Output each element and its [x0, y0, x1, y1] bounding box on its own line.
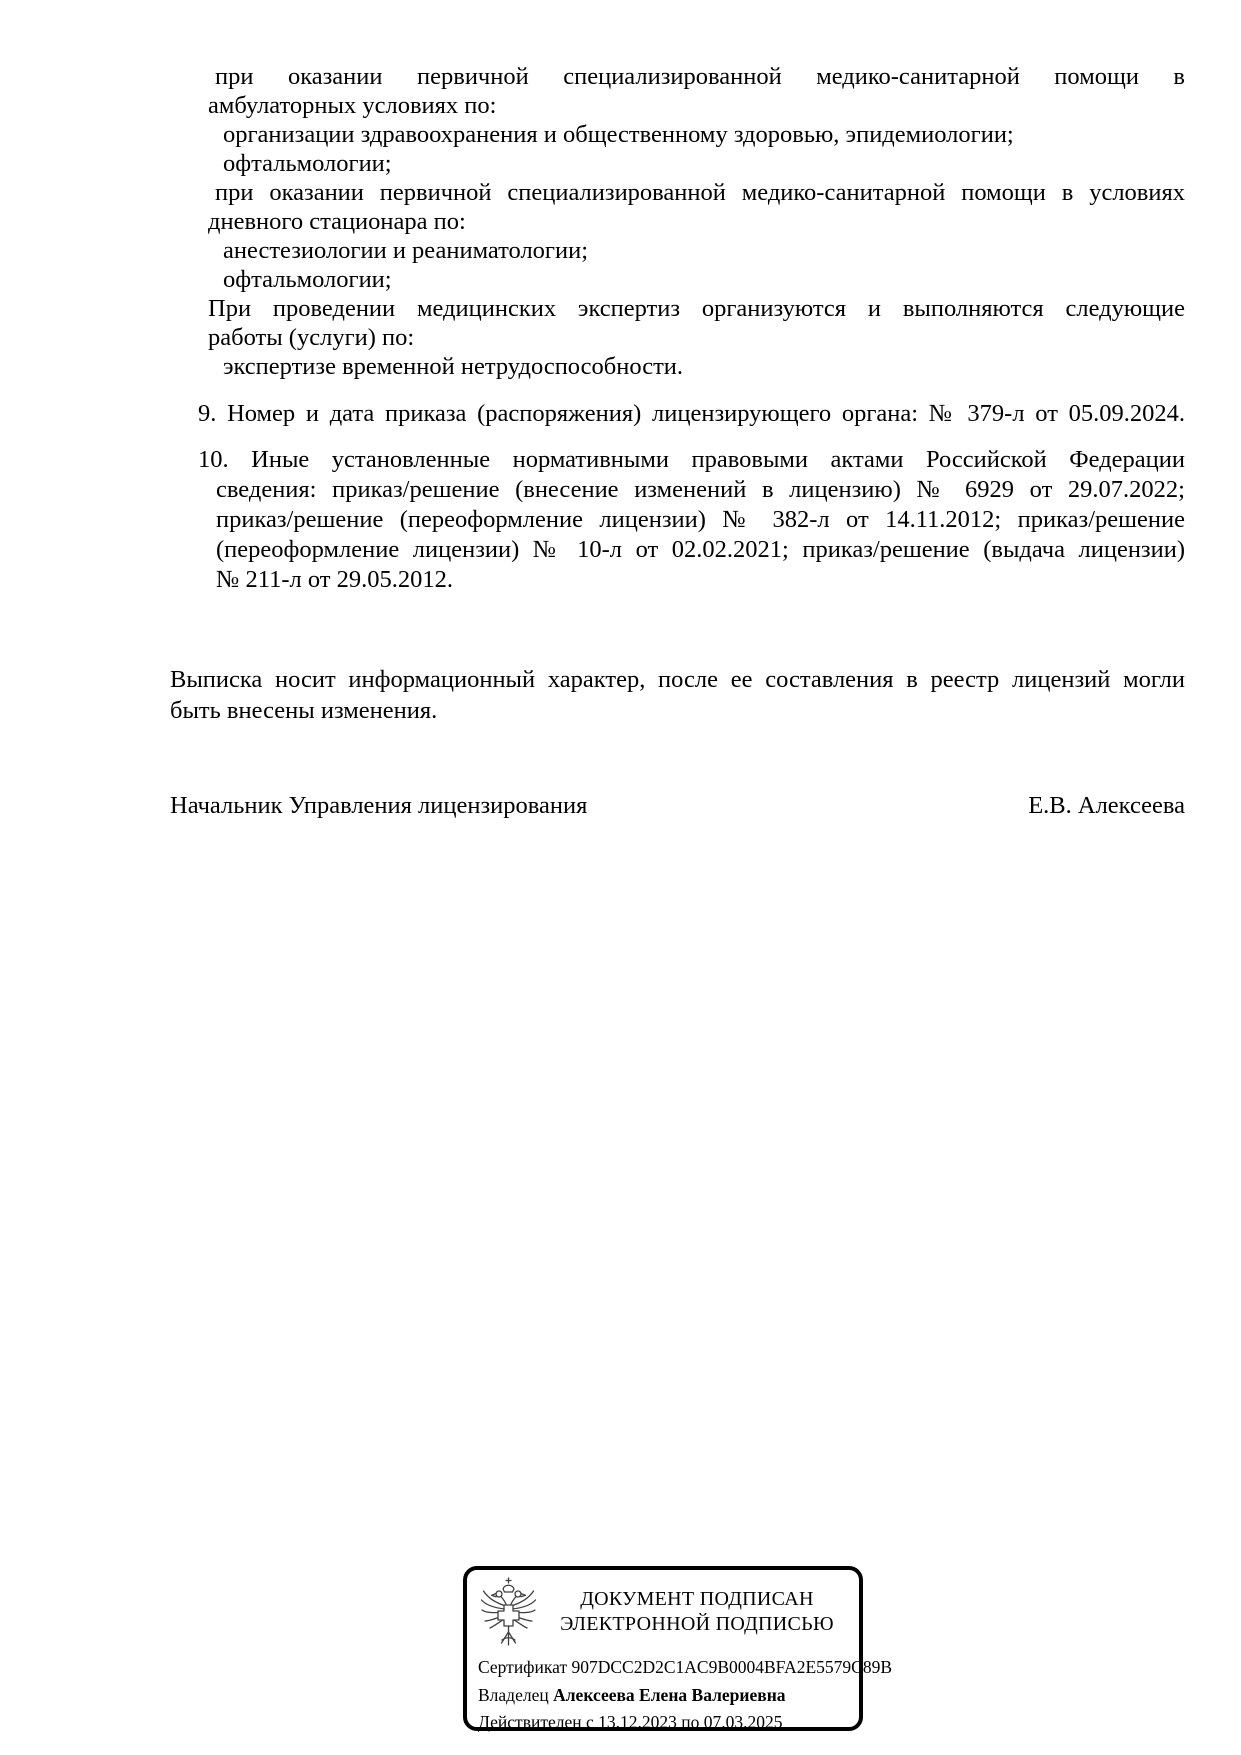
- clause-9: [170, 399, 1185, 429]
- owner-label: Владелец: [478, 1684, 549, 1705]
- clause-10-line: (переоформление лицензии) № 10-л от 02.02.2021; приказ/решение (выдача лицензии): [216, 536, 1185, 563]
- certificate-label: Сертификат: [478, 1657, 568, 1677]
- text-line: работы (услуги) по:: [208, 324, 415, 351]
- stamp-title-line1: ДОКУМЕНТ ПОДПИСАН: [580, 1588, 814, 1610]
- electronic-signature-stamp: [463, 1566, 893, 1732]
- note-line: Выписка носит информационный характер, после ее составления в реестр лицензий могли: [170, 666, 1185, 693]
- stamp-title-line2: ЭЛЕКТРОННОЙ ПОДПИСЬЮ: [560, 1613, 834, 1635]
- list-item-line: офтальмологии;: [223, 150, 392, 177]
- text-line: дневного стационара по:: [208, 208, 466, 235]
- roszdravnadzor-emblem-icon: [480, 1577, 537, 1649]
- signature-name: Е.В. Алексеева: [1028, 792, 1185, 819]
- text-line: При проведении медицинских экспертиз организуются и выполняются следующие: [208, 295, 1185, 322]
- signature-position: Начальник Управления лицензирования: [170, 792, 588, 819]
- clause-9-line: 9. Номер и дата приказа (распоряжения) лицензирующего органа: № 379-л от 05.09.2024.: [198, 400, 1185, 427]
- note-line: быть внесены изменения.: [170, 697, 438, 724]
- signature-row: [170, 790, 1185, 821]
- informational-note: [170, 664, 1185, 726]
- list-item-line: экспертизе временной нетрудоспособности.: [223, 353, 684, 380]
- clause-10-line: приказ/решение (переоформление лицензии) № 382-л от 14.11.2012; приказ/решение: [216, 506, 1185, 533]
- clause-10-line: 10. Иные установленные нормативными правовыми актами Российской Федерации: [198, 446, 1185, 473]
- license-activities-section: [170, 62, 1185, 381]
- document-content: [170, 62, 1185, 821]
- stamp-info: [478, 1654, 893, 1737]
- text-line: при оказании первичной специализированной медико-санитарной помощи в: [215, 63, 1185, 90]
- owner-name: Алексеева Елена Валериевна: [553, 1684, 786, 1705]
- clause-10-line: № 211-л от 29.05.2012.: [216, 566, 453, 593]
- text-line: при оказании первичной специализированной медико-санитарной помощи в условиях: [215, 179, 1185, 206]
- stamp-title: [543, 1587, 851, 1637]
- list-item-line: офтальмологии;: [223, 266, 392, 293]
- validity-line: Действителен с 13.12.2023 по 07.03.2025: [478, 1712, 783, 1732]
- certificate-value: 907DCC2D2C1AC9B0004BFA2E5579C89B: [571, 1657, 893, 1677]
- list-item-line: организации здравоохранения и общественному здоровью, эпидемиологии;: [223, 121, 1014, 148]
- clause-10: [170, 445, 1185, 595]
- certificate-line: [478, 1654, 893, 1682]
- list-item-line: анестезиологии и реаниматологии;: [223, 237, 589, 264]
- owner-line: [478, 1682, 853, 1710]
- text-line: амбулаторных условиях по:: [208, 92, 497, 119]
- clause-10-line: сведения: приказ/решение (внесение изменений в лицензию) № 6929 от 29.07.2022;: [216, 476, 1185, 503]
